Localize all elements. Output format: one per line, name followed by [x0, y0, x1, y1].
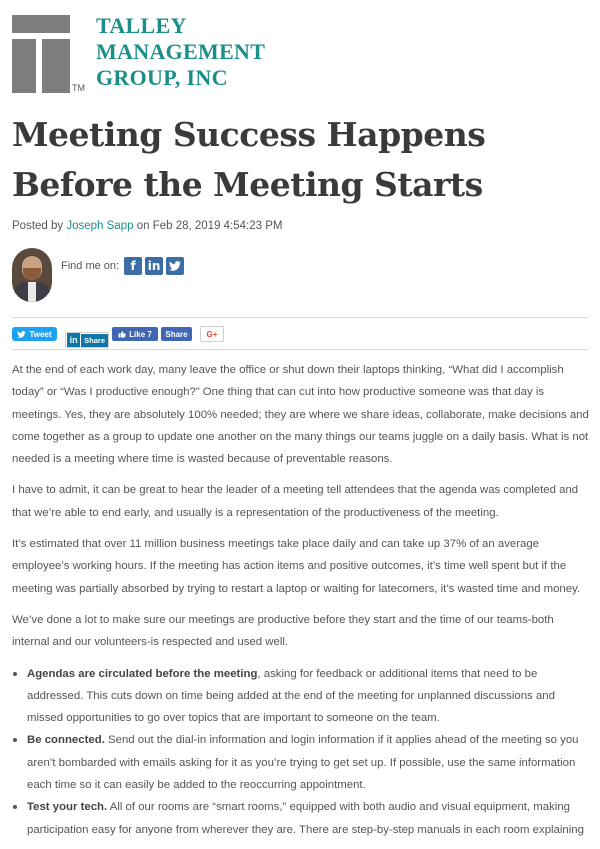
list-item-text: All of our rooms are “smart rooms,” equipped with both audio and visual equipment, making participation easy for anyone from wherever they are. There are step-by-step manuals in each room explaining — [27, 801, 584, 836]
logo-line-2: MANAGEMENT — [96, 39, 266, 64]
list-item-heading: Agendas are circulated before the meeting — [27, 667, 258, 680]
tweet-label: Tweet — [29, 329, 52, 339]
logo-line-1: TALLEY — [96, 13, 187, 38]
share-buttons — [12, 326, 312, 350]
paragraph-3: It’s estimated that over 11 million business meetings take place daily and can take up 37% of an average employee’s working hours. If the meeting has action items and positive outcomes, it’s time well spent but if the meeting was partially absorbed by trying to restart a laptop or waiting for latecomers, it’s wasted time and money. — [12, 538, 581, 595]
find-me-label: Find me on: — [61, 260, 120, 272]
tweet-button[interactable] — [12, 327, 57, 341]
post-title: Meeting Success Happens Before the Meeting Starts — [12, 115, 486, 204]
post-body — [12, 359, 590, 841]
author-avatar[interactable] — [12, 248, 52, 302]
like-count-label: Like 7 — [129, 329, 152, 339]
twitter-icon[interactable] — [166, 257, 184, 275]
facebook-icon[interactable]: f — [124, 257, 142, 275]
list-item-text: Send out the dial-in information and login information if it applies ahead of the meeting so you aren’t bombarded with emails asking for it as you’re trying to get set up. If possible, use the same information each time so it can easily be added to the reoccurring appointment. — [27, 734, 579, 792]
list-item — [12, 796, 590, 841]
list-item-text: , asking for feedback or additional items that need to be addressed. This cuts down on time being added at the end of the meeting for unplanned discussions and missed opportunities to go over topics that are important to someone on the team. — [27, 667, 555, 725]
trademark-symbol: TM — [72, 83, 85, 93]
linkedin-icon[interactable]: in — [145, 257, 163, 275]
tips-list — [12, 663, 590, 841]
post-date: on Feb 28, 2019 4:54:23 PM — [136, 220, 283, 232]
paragraph-4: We’ve done a lot to make sure our meetings are productive before they start and the time of our teams-both internal and our volunteers-is respected and used well. — [12, 613, 554, 649]
list-item-heading: Be connected. — [27, 734, 105, 747]
posted-by-label: Posted by — [12, 220, 64, 232]
paragraph-2: I have to admit, it can be great to hear the leader of a meeting tell attendees that the agenda was completed and that we’re able to end early, and usually is a representation of the productiveness of the meeting. — [12, 484, 579, 519]
google-plus-button[interactable]: G+ — [200, 326, 224, 342]
author-link[interactable]: Joseph Sapp — [66, 220, 134, 232]
logo-line-3: GROUP, INC — [96, 65, 228, 90]
list-item — [12, 729, 590, 796]
post-meta — [12, 220, 282, 232]
linkedin-share-button[interactable] — [65, 332, 109, 348]
twitter-icon — [17, 331, 26, 338]
twitter-bird-icon — [169, 261, 181, 271]
paragraph-1: At the end of each work day, many leave the office or shut down their laptops thinking, “What did I accomplish today” or “Was I productive enough?” One thing that can cut into how productive someone was that day is meetings. Yes, they are absolutely 100% needed; they are where we share ideas, collaborate, make decisions and come together as a group to update one another on the many things our teams juggle on a daily basis. What is not needed is a meeting where time is wasted because of preventable reasons. — [12, 364, 589, 466]
facebook-like-button[interactable] — [112, 327, 158, 341]
thumbs-up-icon — [118, 330, 126, 338]
find-me-on — [61, 257, 184, 275]
logo-wordmark — [96, 13, 265, 91]
facebook-share-button[interactable]: Share — [161, 327, 192, 341]
list-item-heading: Test your tech. — [27, 801, 108, 814]
logo-mark-icon — [12, 15, 70, 93]
company-logo[interactable] — [12, 13, 282, 98]
divider-bottom — [12, 349, 588, 350]
list-item — [12, 663, 590, 730]
divider-top — [12, 317, 588, 318]
linkedin-share-label: Share — [81, 334, 108, 347]
linkedin-icon: in — [67, 333, 80, 347]
